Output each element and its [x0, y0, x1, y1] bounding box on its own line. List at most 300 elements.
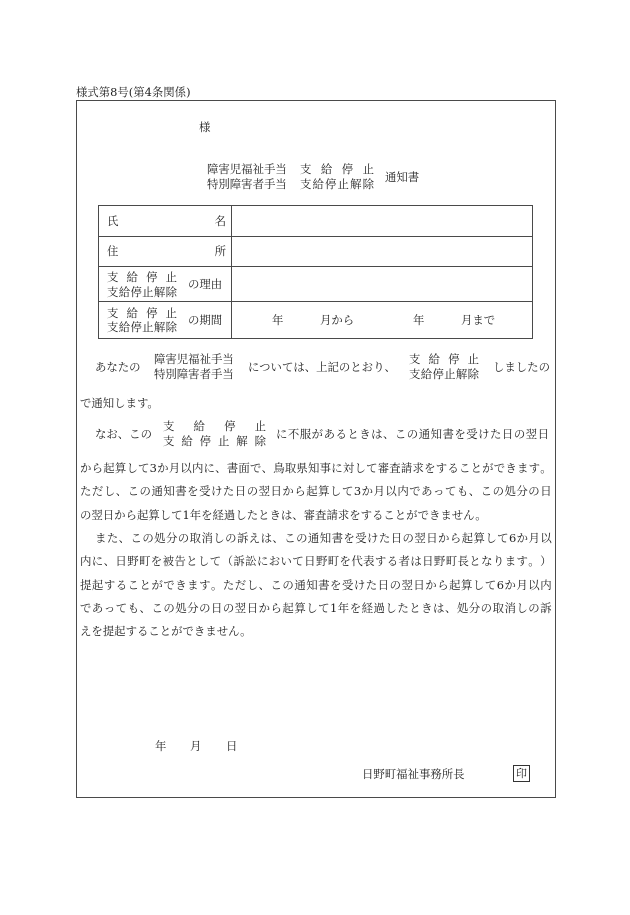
p2-line: の翌日から起算して1年を経過したときは、審査請求をすることができません。 [80, 508, 487, 522]
address-value-cell [232, 237, 532, 266]
glyph: た [365, 578, 378, 592]
glyph: の [163, 601, 175, 615]
glyph: を [349, 601, 362, 615]
p3-line [95, 532, 552, 544]
glyph: 6 [508, 531, 517, 545]
glyph: け [478, 427, 490, 441]
glyph: す [435, 461, 448, 475]
glyph: き [421, 601, 433, 615]
glyph: し [126, 461, 138, 475]
glyph: 。 [540, 461, 552, 475]
p1-continuation: で通知します。 [80, 396, 159, 410]
glyph: こ [151, 601, 163, 615]
p1-lead: あなたの [95, 360, 141, 374]
glyph: 書 [226, 461, 239, 475]
glyph: 停 [130, 320, 142, 334]
glyph: あ [421, 484, 433, 498]
glyph: と [409, 601, 421, 615]
glyph: 長 [457, 554, 469, 568]
glyph: は [260, 531, 272, 545]
glyph: 通 [307, 531, 320, 545]
p3-line [80, 555, 552, 567]
glyph: し [213, 531, 225, 545]
glyph: 、 [383, 427, 395, 441]
glyph: 止 [254, 419, 266, 433]
glyph: だ [91, 484, 104, 498]
glyph: 内 [397, 484, 409, 498]
glyph: え [248, 531, 261, 545]
p1-middle: については、上記のとおり、 [248, 360, 396, 374]
glyph: 除 [467, 367, 479, 381]
glyph: 住 [107, 244, 119, 258]
glyph: 支 [107, 270, 119, 284]
glyph: 日 [377, 578, 390, 592]
glyph: 除 [362, 177, 374, 191]
glyph: 、 [115, 484, 128, 498]
period-action-option-1 [107, 307, 177, 319]
glyph: 、 [272, 531, 284, 545]
glyph: 、 [103, 554, 115, 568]
glyph: 日 [390, 531, 403, 545]
glyph: 取 [492, 601, 504, 615]
glyph: し [354, 461, 366, 475]
glyph: 審 [377, 461, 390, 475]
glyph: 解 [236, 434, 248, 448]
glyph: 県 [296, 461, 308, 475]
glyph: の [528, 484, 540, 498]
glyph: 知 [163, 484, 175, 498]
reason-action-option-1 [107, 271, 177, 283]
glyph: の [296, 531, 308, 545]
glyph: し [485, 531, 497, 545]
reason-action-option-2 [107, 286, 177, 298]
glyph: き [359, 427, 371, 441]
title-action-option-1 [300, 163, 374, 175]
table-label-reason-suffix: の理由 [188, 277, 223, 291]
glyph: た [106, 531, 119, 545]
glyph: 止 [362, 162, 374, 176]
period-end-year: 年 [413, 313, 425, 327]
glyph: を [330, 578, 342, 592]
glyph: 町 [327, 554, 340, 568]
glyph: 算 [318, 484, 330, 498]
glyph: も [456, 484, 469, 498]
glyph: る [447, 461, 459, 475]
p1-action-option-1 [409, 353, 479, 365]
glyph: 消 [201, 531, 213, 545]
glyph: 知 [319, 531, 332, 545]
glyph: て [138, 461, 150, 475]
glyph: 停 [432, 367, 444, 381]
glyph: 氏 [107, 214, 119, 228]
glyph: 所 [214, 244, 226, 258]
glyph: 停 [448, 352, 460, 366]
glyph: 書 [442, 427, 454, 441]
glyph: す [374, 554, 387, 568]
glyph: 服 [299, 427, 312, 441]
glyph: で [163, 578, 175, 592]
glyph: た [397, 601, 409, 615]
glyph: を [454, 427, 466, 441]
glyph: 3 [353, 484, 362, 498]
glyph: 6 [496, 578, 504, 592]
glyph: こ [127, 578, 140, 592]
glyph: 算 [114, 461, 127, 475]
glyph: 月 [168, 461, 181, 475]
glyph: で [409, 484, 421, 498]
glyph: も [127, 601, 140, 615]
glyph: を [187, 484, 199, 498]
glyph: が [482, 461, 494, 475]
glyph: 知 [430, 427, 442, 441]
glyph: 解 [153, 285, 166, 299]
glyph: っ [433, 484, 445, 498]
glyph: に [91, 554, 104, 568]
glyph: し [516, 601, 528, 615]
glyph: 求 [412, 461, 424, 475]
glyph: か [258, 601, 270, 615]
glyph: し [472, 578, 485, 592]
glyph: し [197, 554, 210, 568]
glyph: 受 [341, 578, 354, 592]
glyph: 停 [341, 162, 354, 176]
glyph: 止 [165, 306, 177, 320]
glyph: 日 [537, 427, 549, 441]
glyph: 以 [528, 578, 540, 592]
glyph: 、 [258, 578, 270, 592]
glyph: の [402, 531, 414, 545]
glyph: を [339, 554, 351, 568]
glyph: 名 [214, 214, 226, 228]
glyph: 止 [444, 367, 456, 381]
glyph: て [484, 578, 497, 592]
glyph: 、 [139, 601, 151, 615]
glyph: 野 [315, 554, 328, 568]
glyph: 起 [282, 601, 294, 615]
glyph: 日 [246, 601, 259, 615]
glyph: 以 [180, 461, 192, 475]
glyph: て [292, 554, 304, 568]
glyph: け [353, 578, 366, 592]
glyph: 町 [138, 554, 151, 568]
glyph: 知 [306, 578, 318, 592]
glyph: 日 [422, 554, 434, 568]
period-end-month: 月まで [461, 313, 496, 327]
glyph: 、 [468, 484, 481, 498]
glyph: 鳥 [273, 461, 285, 475]
glyph: 処 [175, 601, 187, 615]
glyph: 訴 [233, 554, 245, 568]
p3-line [80, 602, 552, 614]
table-label-address [107, 245, 226, 257]
glyph: 給 [312, 177, 324, 191]
glyph: 止 [217, 434, 230, 448]
glyph: ら [270, 601, 282, 615]
glyph: 3 [149, 461, 157, 475]
glyph: の [139, 484, 151, 498]
glyph: て [341, 484, 354, 498]
glyph: 日 [115, 554, 127, 568]
glyph: 止 [165, 270, 177, 284]
glyph: 査 [389, 461, 401, 475]
glyph: 月 [516, 578, 528, 592]
glyph: 起 [449, 578, 461, 592]
glyph: ら [437, 578, 449, 592]
glyph: 給 [126, 270, 138, 284]
glyph: の [199, 601, 211, 615]
glyph: 書 [331, 531, 343, 545]
glyph: 事 [319, 461, 332, 475]
glyph: る [335, 427, 347, 441]
glyph: す [516, 554, 528, 568]
glyph: 日 [426, 531, 438, 545]
glyph: 1 [330, 601, 338, 615]
glyph: こ [270, 578, 282, 592]
glyph: 支 [107, 285, 119, 299]
glyph: 以 [540, 531, 552, 545]
glyph: 内 [191, 461, 204, 475]
glyph: の [406, 427, 419, 441]
glyph: 処 [504, 484, 516, 498]
glyph: 算 [294, 601, 306, 615]
seal-mark: 印 [513, 765, 530, 782]
glyph: 受 [355, 531, 367, 545]
glyph: だ [234, 578, 247, 592]
glyph: 除 [254, 434, 266, 448]
glyph: 者 [398, 554, 410, 568]
glyph: が [311, 427, 324, 441]
glyph: を [424, 461, 436, 475]
glyph: と [347, 427, 359, 441]
glyph: 。 [210, 578, 223, 592]
glyph: の [480, 601, 493, 615]
glyph: 停 [130, 285, 142, 299]
glyph: 日 [304, 554, 316, 568]
glyph: 、 [444, 601, 457, 615]
glyph: 日 [413, 578, 425, 592]
glyph: た [378, 531, 391, 545]
glyph: き [505, 461, 517, 475]
glyph: き [175, 578, 187, 592]
glyph: 停 [224, 419, 236, 433]
glyph: と [139, 578, 151, 592]
glyph: で [493, 461, 506, 475]
glyph: 告 [174, 554, 186, 568]
glyph: の [513, 427, 526, 441]
p2-line [80, 485, 552, 497]
glyph: 翌 [414, 531, 426, 545]
glyph: 提 [80, 578, 92, 592]
glyph: を [343, 531, 355, 545]
glyph: た [80, 484, 92, 498]
glyph: 内 [80, 554, 92, 568]
glyph: か [504, 578, 516, 592]
glyph: 支 [107, 320, 119, 334]
title-document-type: 通知書 [385, 170, 420, 184]
glyph: 起 [103, 461, 115, 475]
glyph: 内 [540, 578, 552, 592]
glyph: 止 [337, 177, 349, 191]
glyph: 取 [189, 531, 202, 545]
p1-tail: しましたの [493, 360, 550, 374]
glyph: た [222, 578, 235, 592]
glyph: か [516, 531, 529, 545]
glyph: ら [449, 531, 462, 545]
glyph: し [330, 484, 342, 498]
glyph: 経 [361, 601, 373, 615]
glyph: の [492, 484, 504, 498]
glyph: の [246, 484, 259, 498]
glyph: ま [95, 531, 107, 545]
glyph: は [410, 554, 422, 568]
glyph: 分 [516, 484, 528, 498]
glyph: 解 [350, 177, 362, 191]
glyph: 過 [373, 601, 385, 615]
glyph: 除 [165, 285, 177, 299]
glyph: 給 [428, 352, 440, 366]
glyph: 処 [154, 531, 166, 545]
glyph: は [433, 601, 445, 615]
p2-tail [276, 428, 549, 440]
glyph: 給 [118, 320, 131, 334]
p3-line [80, 579, 552, 591]
glyph: 受 [466, 427, 478, 441]
addressee-honorific: 様 [199, 120, 211, 134]
glyph: ま [517, 461, 529, 475]
glyph: す [528, 461, 541, 475]
glyph: 日 [234, 484, 247, 498]
glyph: か [425, 578, 437, 592]
glyph: 解 [455, 367, 468, 381]
glyph: 受 [199, 484, 211, 498]
glyph: 日 [210, 601, 223, 615]
glyph: こ [480, 484, 493, 498]
glyph: ら [294, 484, 306, 498]
glyph: の [225, 531, 237, 545]
title-allowance-option-2: 特別障害者手当 [207, 177, 287, 191]
glyph: 算 [461, 578, 473, 592]
glyph: 翌 [234, 601, 247, 615]
glyph: 支 [163, 419, 175, 433]
glyph: 停 [199, 434, 212, 448]
reason-value-cell [232, 267, 532, 301]
glyph: 面 [238, 461, 250, 475]
glyph: 月 [373, 484, 385, 498]
glyph: り [492, 554, 505, 568]
glyph: 通 [418, 427, 431, 441]
glyph: 知 [308, 461, 320, 475]
glyph: 消 [504, 601, 516, 615]
glyph: あ [91, 601, 104, 615]
glyph: 被 [162, 554, 174, 568]
date-year: 年 [155, 739, 167, 753]
glyph: 通 [294, 578, 306, 592]
glyph: 訟 [245, 554, 257, 568]
glyph: っ [103, 601, 116, 615]
glyph: 給 [118, 285, 131, 299]
glyph: ） [540, 554, 552, 568]
glyph: て [318, 601, 330, 615]
glyph: 翌 [258, 484, 270, 498]
glyph: か [157, 461, 169, 475]
glyph: 止 [142, 320, 154, 334]
glyph: 。 [528, 554, 540, 568]
glyph: こ [130, 531, 142, 545]
glyph: と [186, 554, 198, 568]
glyph: 代 [351, 554, 363, 568]
glyph: 給 [181, 434, 193, 448]
table-label-name [107, 215, 226, 227]
glyph: 給 [126, 306, 138, 320]
glyph: に [276, 427, 288, 441]
glyph: か [80, 461, 92, 475]
glyph: す [199, 578, 211, 592]
glyph: 停 [146, 306, 158, 320]
glyph: あ [323, 427, 335, 441]
glyph: 年 [337, 601, 350, 615]
glyph: を [150, 554, 163, 568]
glyph: 書 [175, 484, 187, 498]
issuer-title: 日野町福祉事務所長 [362, 767, 465, 781]
glyph: て [444, 484, 457, 498]
glyph: 分 [187, 601, 199, 615]
glyph: か [282, 484, 294, 498]
glyph: 分 [165, 531, 178, 545]
date-day: 日 [226, 739, 238, 753]
glyph: 翌 [525, 427, 538, 441]
glyph: て [209, 554, 222, 568]
form-number: 様式第8号(第4条関係) [76, 85, 191, 99]
glyph: し [306, 601, 318, 615]
glyph: 、 [261, 461, 273, 475]
glyph: 停 [146, 270, 158, 284]
glyph: と [469, 554, 481, 568]
glyph: 支 [300, 162, 312, 176]
glyph: ま [187, 578, 199, 592]
glyph: の [389, 578, 401, 592]
glyph: お [268, 554, 281, 568]
glyph: い [280, 554, 292, 568]
glyph: 、 [118, 531, 131, 545]
glyph: 止 [467, 352, 479, 366]
glyph: る [386, 554, 399, 568]
glyph: の [528, 601, 540, 615]
glyph: の [222, 601, 235, 615]
title-action-option-2 [300, 178, 374, 190]
glyph: ま [504, 554, 517, 568]
glyph: し [385, 601, 397, 615]
p2-action-option-1 [163, 420, 266, 432]
glyph: で [249, 461, 262, 475]
glyph: こ [458, 461, 471, 475]
glyph: 野 [127, 554, 139, 568]
glyph: （ [221, 554, 233, 568]
glyph: 日 [501, 427, 514, 441]
glyph: か [438, 531, 450, 545]
glyph: し [246, 578, 259, 592]
glyph: 以 [385, 484, 397, 498]
glyph: す [103, 578, 116, 592]
glyph: と [470, 461, 482, 475]
glyph: 支 [107, 306, 119, 320]
glyph: 日 [540, 484, 552, 498]
glyph: 、 [215, 461, 227, 475]
glyph: の [142, 531, 154, 545]
p3-line: えを提起することができません。 [80, 624, 252, 638]
glyph: 通 [151, 484, 163, 498]
glyph: 対 [342, 461, 355, 475]
glyph: て [366, 461, 378, 475]
